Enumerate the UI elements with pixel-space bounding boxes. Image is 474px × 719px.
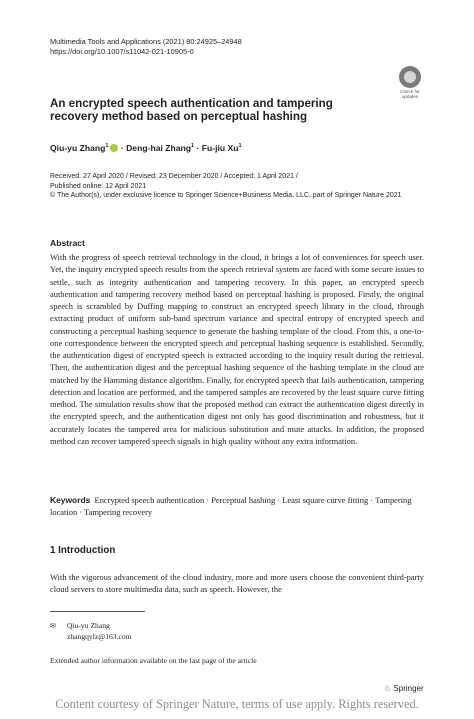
keywords-heading: Keywords (50, 495, 91, 505)
springer-horse-icon: ♘ (384, 684, 392, 693)
author-affiliation: 1 (238, 143, 242, 150)
check-for-updates-icon (399, 66, 421, 88)
author-affiliation: 1 (191, 143, 195, 150)
section-heading-introduction: 1 Introduction (50, 545, 116, 556)
corresponding-author (50, 620, 132, 641)
journal-citation: Multimedia Tools and Applications (2021) 80:24925–24948 (50, 37, 242, 46)
introduction-text: With the vigorous advancement of the cloud industry, more and more users choose the convenient third-party cloud servers to store multimedia data, such as speech. However, the (50, 572, 424, 595)
envelope-icon: ✉ (50, 622, 56, 630)
check-for-updates-badge[interactable]: Check for updates (394, 66, 426, 100)
extended-author-info: Extended author information available on the last page of the article (50, 656, 257, 665)
contact-name: Qiu-yu Zhang (67, 621, 110, 630)
paper-title: An encrypted speech authentication and tampering recovery method based on perceptual hashing (50, 97, 333, 123)
author-affiliation: 1 (105, 143, 109, 150)
keywords-list: Encrypted speech authentication · Perceptual hashing · Least square curve fitting · Tampering location · Tampering recovery (50, 495, 412, 518)
footnote-divider (50, 611, 145, 612)
keywords-block (50, 494, 424, 519)
author-name[interactable]: Deng-hai Zhang (126, 143, 192, 153)
author-list: Qiu-yu Zhang$^1$ · Deng-hai Zhang$^1$ · Fu-jiu Xu$^1$ (50, 143, 242, 153)
history-dates: Received: 27 April 2020 / Revised: 23 December 2020 / Accepted: 1 April 2021 / (50, 173, 298, 180)
orcid-icon[interactable] (110, 144, 118, 152)
courtesy-watermark: Content courtesy of Springer Nature, terms of use apply. Rights reserved. (55, 697, 419, 711)
author-name[interactable]: Fu-jiu Xu (201, 143, 239, 153)
contact-email[interactable]: zhangqylz@163.com (67, 632, 132, 641)
license-line: © The Author(s), under exclusive licence to Springer Science+Business Media, LLC, part of Springer Nature 2021 (50, 192, 402, 199)
publication-dates (50, 172, 402, 201)
publisher-name: Springer (393, 684, 424, 693)
abstract-text: With the progress of speech retrieval technology in the cloud, it brings a lot of conveniences for speech user. Yet, the inquiry encrypted speech results from the speech retrieval system are faced with some secure issues to settle, such as integrity authentication and tampering recovery. In this paper, an encrypted speech authentication and tampering recovery method based on perceptual hashing is proposed. Firstly, the original speech is scrambled by Duffing mapping to construct an encrypted speech library in the cloud, through extracting product of uniform sub-band spectrum variance and spectral entropy of encrypted speech and constructing a perceptual hashing sequence to generate the hashing template of the cloud. From this, a one-to-one correspondence between the encrypted speech and perceptual hashing sequence is established. Secondly, the authentication digest of encrypted speech is extracted according to the inquiry result during the retrieval. Then, the authentication digest and the perceptual hashing sequence of the hashing template in the cloud are matched by the Hamming distance algorithm. Finally, for encrypted speech that fails authentication, tampering detection and location are performed, and the tampered samples are recovered by the least square curve fitting method. The simulation results show that the proposed method can extract the authentication digest directly in the encrypted speech, and the authentication digest not only has good discrimination and robustness, but it accurately locates the tampered area for malicious substitution and mute attacks. In addition, the proposed method can recover tampered speech signals in high quality without any extra information. (50, 252, 424, 446)
doi-link[interactable]: https://doi.org/10.1007/s11042-021-10905-0 (50, 47, 194, 56)
published-date: Published online: 12 April 2021 (50, 182, 147, 190)
journal-header (50, 37, 242, 57)
abstract-heading: Abstract (50, 238, 85, 248)
author-name[interactable]: Qiu-yu Zhang (50, 143, 106, 153)
publisher-logo (384, 684, 424, 693)
